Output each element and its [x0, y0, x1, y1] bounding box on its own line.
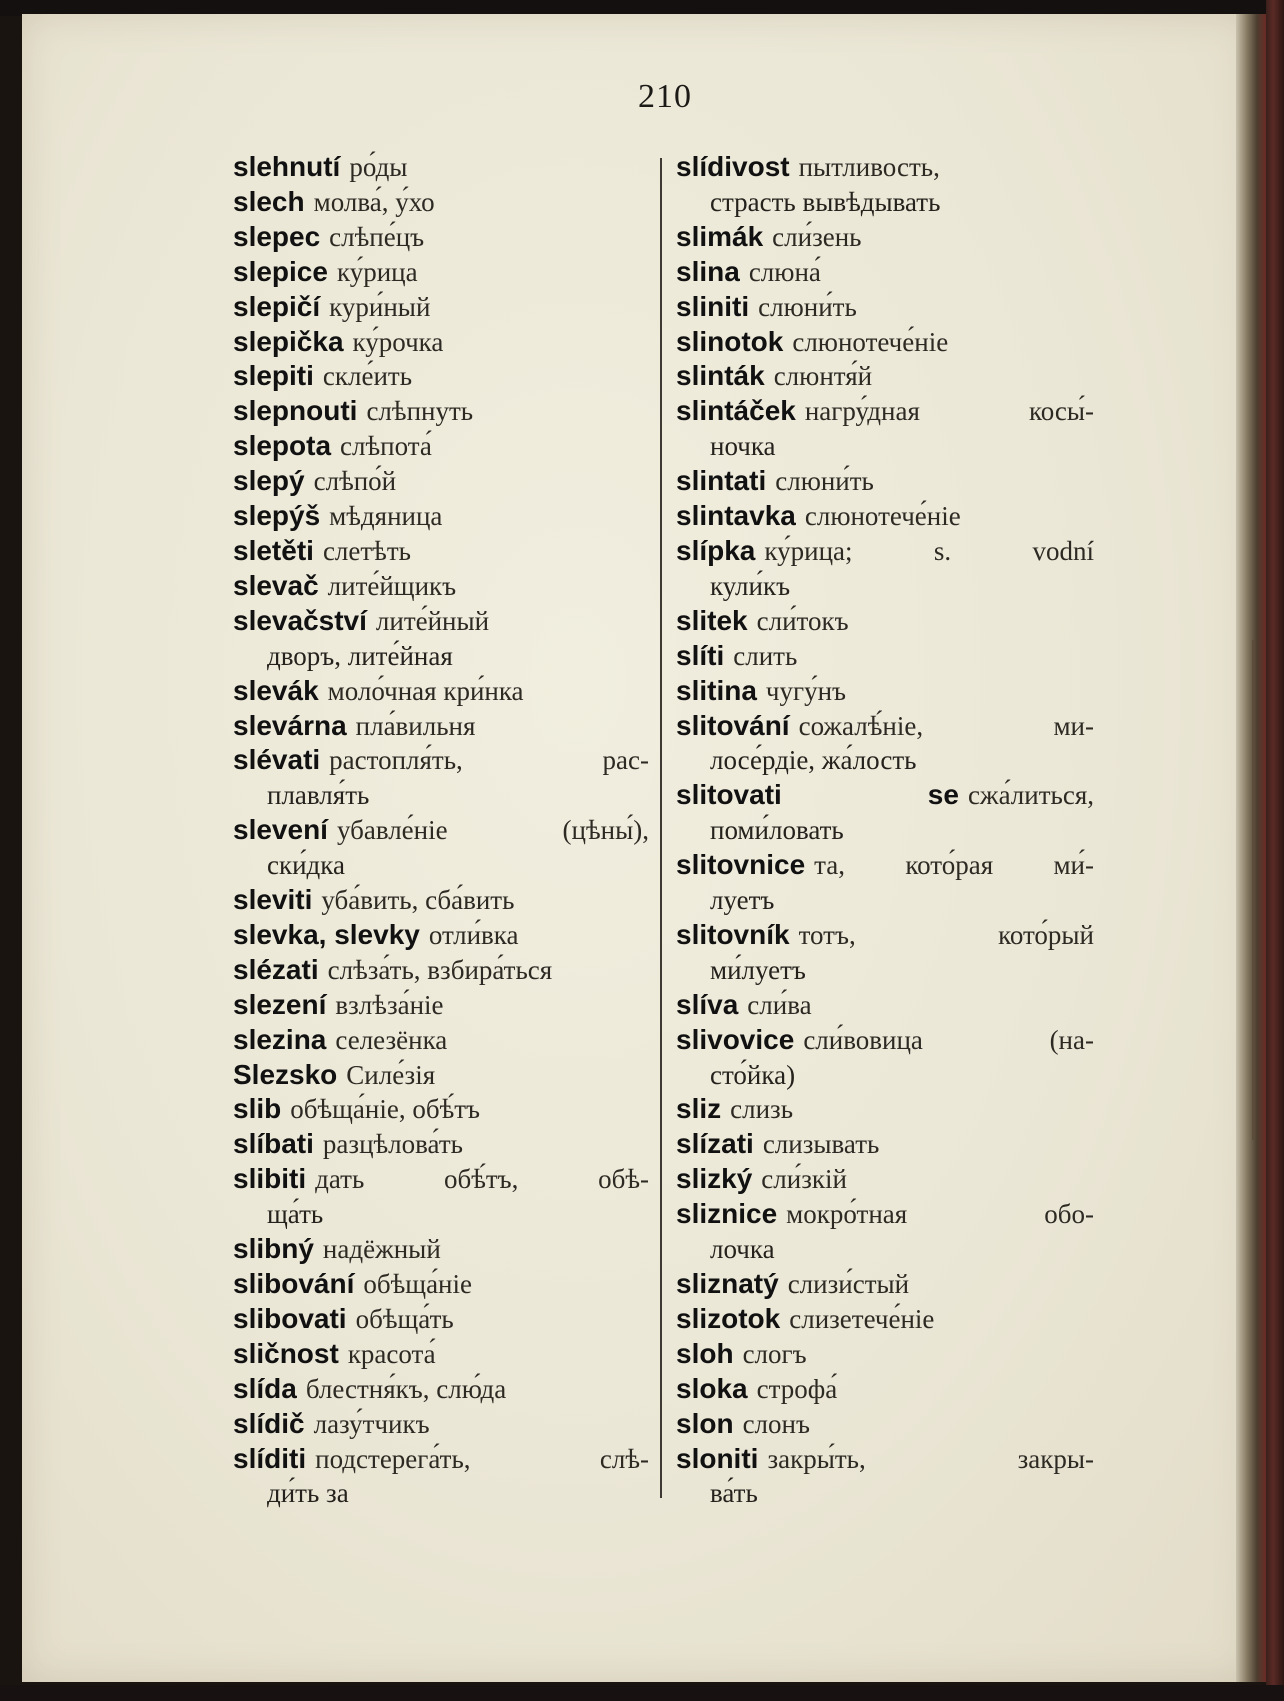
entry-headword: slon: [676, 1407, 734, 1439]
entry-translation: пла́вильня: [355, 710, 476, 741]
dictionary-entry: [233, 709, 649, 744]
dictionary-entry: [233, 1337, 649, 1372]
entry-translation: надёжный: [322, 1234, 441, 1265]
entry-translation: лазу́тчикъ: [313, 1408, 430, 1439]
entry-translation: растопля́ть, рас-: [329, 745, 649, 776]
dictionary-entry: [676, 674, 1094, 709]
right-column: [676, 150, 1094, 1511]
entry-headword: slitovnice: [676, 849, 806, 881]
entry-translation: сли́ва: [747, 989, 812, 1020]
dictionary-entry: [233, 150, 649, 185]
entry-translation: блестня́къ, слю́да: [305, 1373, 507, 1404]
entry-headword: slída: [233, 1372, 297, 1404]
entry-headword: slintáček: [676, 395, 796, 427]
entry-headword: slintati: [676, 465, 767, 497]
entry-headword: slehnutí: [233, 151, 341, 182]
gutter-shadow-line: [1252, 640, 1255, 1140]
dictionary-entry: [233, 1058, 649, 1093]
entry-translation: слизетече́ніе: [789, 1303, 935, 1334]
entry-headword: slezina: [233, 1023, 327, 1055]
entry-translation: мѣдяница: [329, 501, 443, 532]
entry-translation: слѣпнуть: [366, 396, 474, 427]
dictionary-entry: [233, 394, 649, 429]
entry-translation: слогъ: [742, 1338, 807, 1369]
dictionary-entry: [676, 1372, 1094, 1407]
dictionary-entry: [233, 569, 649, 604]
entry-translation: подстерега́ть, слѣ-: [315, 1443, 649, 1474]
dictionary-entry: [233, 1023, 649, 1058]
dictionary-entry: [676, 1337, 1094, 1372]
entry-translation: слюнотече́ніе: [804, 501, 961, 532]
dictionary-entry: [233, 359, 649, 394]
entry-translation: обѣща́ніе, обѣ́тъ: [290, 1094, 480, 1125]
dictionary-entry: [233, 534, 649, 569]
dictionary-entry: [233, 220, 649, 255]
dictionary-entry: [233, 1232, 649, 1267]
dictionary-entry: [233, 813, 649, 848]
entry-headword: slitování: [676, 709, 790, 741]
entry-headword: slizký: [676, 1163, 753, 1195]
entry-headword: slézati: [233, 953, 319, 985]
dictionary-entry: [676, 1302, 1094, 1337]
entry-headword: slepec: [233, 220, 321, 252]
entry-translation: слѣпо́й: [313, 466, 397, 497]
column-divider: [660, 158, 662, 1498]
entry-continuation: ски́дка: [267, 850, 345, 881]
entry-translation: слюнтя́й: [773, 361, 873, 392]
dictionary-entry: [676, 639, 1094, 674]
entry-translation: кури́ный: [329, 291, 431, 322]
dictionary-entry: [676, 499, 1094, 534]
entry-translation: ро́ды: [349, 152, 408, 182]
entry-headword: slitina: [676, 674, 757, 706]
dictionary-entry: [233, 674, 649, 709]
entry-headword: slepice: [233, 255, 328, 287]
dictionary-entry: [233, 1442, 649, 1477]
entry-translation: ку́рица: [336, 256, 418, 287]
entry-translation: взлѣза́ніе: [335, 989, 444, 1020]
entry-translation: слонъ: [742, 1408, 810, 1439]
entry-continuation: ща́ть: [267, 1199, 324, 1230]
entry-translation: слизи́стый: [787, 1269, 910, 1299]
entry-headword: slibovati: [233, 1302, 347, 1334]
dictionary-entry: [233, 1267, 649, 1302]
entry-translation: сли́вовица (на-: [803, 1024, 1094, 1055]
dictionary-entry: [676, 1127, 1094, 1162]
entry-continuation: ди́ть за: [267, 1478, 349, 1509]
entry-headword: slitovník: [676, 918, 790, 950]
entry-headword: slízati: [676, 1128, 754, 1160]
entry-headword: sliznatý: [676, 1268, 779, 1299]
entry-continuation: ночка: [710, 431, 776, 462]
entry-headword: slinotok: [676, 325, 784, 357]
entry-headword: slibiti: [233, 1163, 307, 1195]
entry-headword: slitovati se: [676, 779, 959, 811]
scan-border-right: [1266, 0, 1284, 1701]
entry-continuation: ми́луетъ: [710, 954, 806, 985]
entry-translation: слизь: [730, 1094, 794, 1125]
dictionary-entry: [676, 359, 1094, 394]
entry-headword: slíva: [676, 988, 739, 1020]
dictionary-entry: [233, 1372, 649, 1407]
dictionary-entry: [676, 778, 1094, 813]
entry-headword: Slezsko: [233, 1058, 338, 1090]
dictionary-entry: [676, 394, 1094, 429]
entry-translation: слюни́ть: [758, 291, 857, 322]
entry-translation: строфа́: [756, 1373, 838, 1404]
entry-translation: сли́токъ: [756, 605, 849, 636]
dictionary-entry: [676, 150, 1094, 185]
dictionary-entry: [676, 918, 1094, 953]
entry-translation: слюни́ть: [775, 466, 874, 497]
entry-translation: слюнотече́ніе: [792, 326, 949, 357]
entry-headword: slepička: [233, 325, 344, 357]
entry-translation: слетѣть: [322, 535, 411, 566]
dictionary-entry: [233, 1127, 649, 1162]
entry-translation: сожалѣ́ніе, ми-: [798, 710, 1094, 741]
dictionary-entry: [233, 1407, 649, 1442]
dictionary-entry: [676, 988, 1094, 1023]
dictionary-entry: [233, 325, 649, 360]
entry-translation: моло́чная кри́нка: [327, 675, 524, 706]
entry-translation: закры́ть, закры-: [767, 1443, 1094, 1474]
entry-headword: slibný: [233, 1233, 314, 1265]
entry-translation: пытливость,: [798, 152, 940, 182]
entry-continuation: страсть вывѣдывать: [710, 186, 941, 217]
entry-translation: обѣща́ніе: [363, 1269, 472, 1299]
entry-headword: slídič: [233, 1407, 305, 1439]
dictionary-entry: [676, 1162, 1094, 1197]
dictionary-entry: [676, 220, 1094, 255]
entry-headword: sletěti: [233, 534, 314, 566]
entry-continuation: луетъ: [710, 885, 775, 916]
entry-headword: sloniti: [676, 1442, 759, 1474]
dictionary-entry: [676, 325, 1094, 360]
dictionary-entry: [676, 1267, 1094, 1302]
entry-translation: скле́ить: [322, 361, 413, 392]
dictionary-entry: [676, 1442, 1094, 1477]
dictionary-entry: [233, 1302, 649, 1337]
entry-translation: мокро́тная обо-: [786, 1199, 1094, 1230]
entry-translation: нагру́дная косы́-: [804, 396, 1094, 427]
entry-headword: slevač: [233, 569, 319, 601]
entry-headword: slevárna: [233, 709, 347, 741]
dictionary-entry: [233, 988, 649, 1023]
entry-headword: sliz: [676, 1093, 722, 1125]
entry-headword: sleviti: [233, 884, 313, 916]
entry-translation: убавле́ніе (цѣны́),: [336, 815, 649, 846]
entry-headword: slípka: [676, 534, 756, 566]
entry-translation: селезёнка: [335, 1024, 448, 1055]
entry-headword: slepnouti: [233, 395, 358, 427]
entry-translation: ку́рочка: [352, 326, 444, 357]
entry-headword: slech: [233, 185, 305, 217]
page-number: 210: [638, 78, 692, 115]
entry-continuation: плавля́ть: [267, 780, 370, 811]
entry-headword: slezení: [233, 988, 327, 1020]
dictionary-entry: [676, 848, 1094, 883]
dictionary-entry: [676, 464, 1094, 499]
entry-headword: slevák: [233, 674, 319, 706]
entry-translation: лите́йный: [375, 605, 490, 636]
entry-continuation: сто́йка): [710, 1059, 796, 1090]
book-gutter: [1236, 14, 1266, 1682]
entry-headword: slíbati: [233, 1128, 314, 1160]
entry-headword: sliznice: [676, 1198, 778, 1230]
entry-continuation: дворъ, лите́йная: [267, 640, 453, 671]
entry-headword: slepý: [233, 465, 305, 497]
entry-headword: slivovice: [676, 1023, 795, 1055]
entry-translation: ку́рица; s. vodní: [764, 535, 1094, 566]
dictionary-entry: [676, 1023, 1094, 1058]
dictionary-entry: [233, 743, 649, 778]
entry-headword: slina: [676, 255, 740, 287]
entry-translation: сжа́литься,: [967, 780, 1094, 811]
entry-translation: обѣща́ть: [355, 1303, 454, 1334]
dictionary-entry: [676, 1197, 1094, 1232]
scan-border-bottom: [0, 1685, 1284, 1701]
dictionary-entry: [676, 1092, 1094, 1127]
entry-translation: уба́вить, сба́вить: [321, 885, 515, 916]
dictionary-entry: [233, 464, 649, 499]
entry-headword: slevení: [233, 814, 328, 846]
entry-translation: чугу́нъ: [765, 675, 846, 706]
entry-translation: слить: [733, 640, 798, 671]
dictionary-entry: [233, 953, 649, 988]
dictionary-entry: [233, 918, 649, 953]
entry-headword: slevka, slevky: [233, 918, 420, 950]
entry-continuation: лосе́рдіе, жа́лость: [710, 745, 917, 776]
entry-translation: разцѣлова́ть: [322, 1129, 463, 1160]
dictionary-entry: [676, 290, 1094, 325]
entry-headword: slitek: [676, 604, 748, 636]
dictionary-entry: [676, 534, 1094, 569]
dictionary-entry: [233, 290, 649, 325]
entry-headword: slídivost: [676, 151, 790, 182]
entry-headword: slibování: [233, 1268, 355, 1299]
entry-headword: slíditi: [233, 1442, 307, 1474]
entry-headword: sliniti: [676, 290, 750, 322]
entry-headword: slevačství: [233, 604, 367, 636]
dictionary-entry: [676, 604, 1094, 639]
entry-continuation: поми́ловать: [710, 815, 844, 846]
dictionary-entry: [233, 883, 649, 918]
dictionary-entry: [233, 604, 649, 639]
entry-headword: slintavka: [676, 500, 796, 532]
dictionary-entry: [233, 255, 649, 290]
dictionary-entry: [233, 499, 649, 534]
dictionary-entry: [233, 1162, 649, 1197]
entry-headword: slepiti: [233, 360, 314, 392]
entry-headword: slepýš: [233, 500, 321, 532]
entry-continuation: ва́ть: [710, 1478, 758, 1509]
entry-translation: сли́зень: [772, 221, 862, 252]
entry-headword: slinták: [676, 360, 765, 392]
entry-headword: slíti: [676, 639, 725, 671]
entry-translation: сли́зкій: [761, 1164, 847, 1195]
entry-translation: Силе́зія: [346, 1059, 436, 1090]
entry-translation: слѣпе́цъ: [329, 221, 425, 252]
dictionary-entry: [676, 709, 1094, 744]
entry-translation: лите́йщикъ: [327, 570, 457, 601]
entry-translation: красота́: [347, 1338, 436, 1369]
entry-translation: слѣза́ть, взбира́ться: [327, 954, 553, 985]
entry-headword: slepota: [233, 430, 332, 462]
entry-translation: тотъ, кото́рый: [798, 919, 1094, 950]
entry-translation: слѣпота́: [340, 431, 432, 462]
dictionary-entry: [233, 185, 649, 220]
left-column: [233, 150, 649, 1511]
dictionary-entry: [233, 1092, 649, 1127]
entry-headword: sloka: [676, 1372, 748, 1404]
entry-headword: sloh: [676, 1337, 734, 1369]
entry-continuation: кули́къ: [710, 570, 791, 601]
dictionary-entry: [676, 1407, 1094, 1442]
entry-translation: та, кото́рая ми́-: [814, 850, 1094, 881]
entry-headword: slib: [233, 1093, 282, 1125]
entry-translation: отли́вка: [428, 919, 519, 950]
entry-translation: слюна́: [748, 256, 821, 287]
dictionary-entry: [676, 255, 1094, 290]
entry-continuation: лочка: [710, 1234, 775, 1265]
entry-translation: дать обѣ́тъ, обѣ-: [315, 1164, 649, 1195]
entry-headword: slizotok: [676, 1302, 781, 1334]
entry-headword: slévati: [233, 744, 321, 776]
entry-headword: slepičí: [233, 290, 321, 322]
entry-translation: молва́, у́хо: [313, 186, 435, 217]
entry-headword: slimák: [676, 220, 764, 252]
entry-translation: слизывать: [762, 1129, 880, 1160]
entry-headword: sličnost: [233, 1337, 339, 1369]
dictionary-entry: [233, 429, 649, 464]
